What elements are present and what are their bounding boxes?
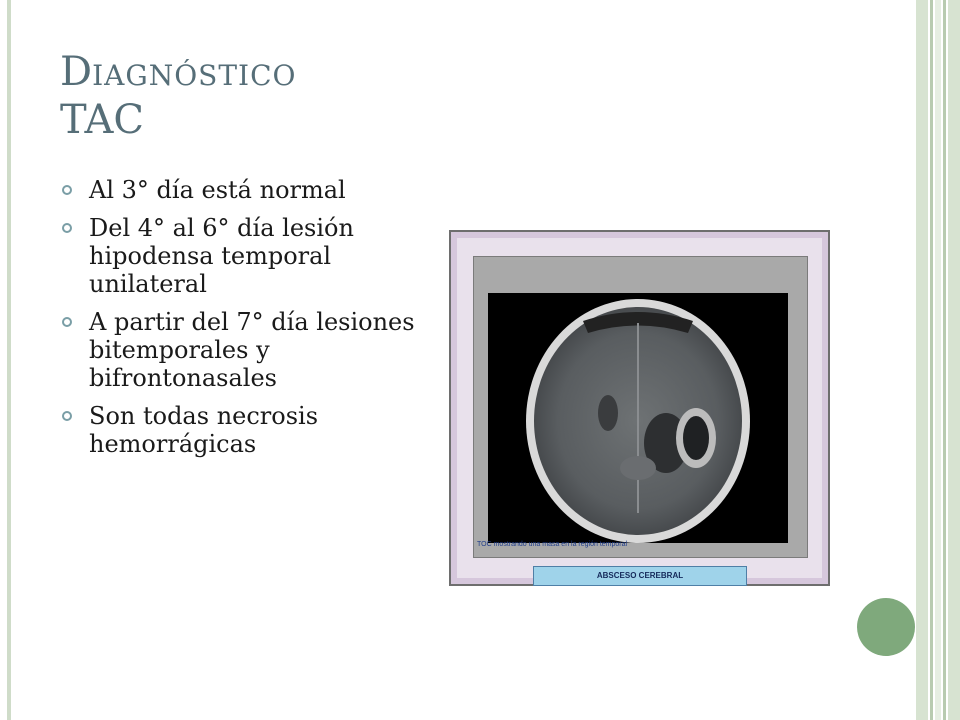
title-initial: D <box>60 49 93 95</box>
bullet-icon <box>62 317 72 327</box>
ct-caption: TOC mostrando una masa en la región temporal <box>477 541 628 548</box>
bullet-item <box>60 402 420 458</box>
decorative-circle <box>857 598 915 656</box>
bullet-text: Son todas necrosis hemorrágicas <box>89 402 319 458</box>
ct-label: ABSCESO CEREBRAL <box>533 566 747 586</box>
ct-panel <box>473 256 808 558</box>
bullet-list <box>60 176 420 468</box>
bullet-item <box>60 308 420 392</box>
bullet-text: Del 4° al 6° día lesión hipodensa temporal unilateral <box>89 214 354 298</box>
right-band-decoration <box>948 0 960 720</box>
ct-scan-image <box>488 293 788 543</box>
right-band-decoration <box>930 0 933 720</box>
bullet-text: Al 3° día está normal <box>89 176 346 204</box>
title-line2: TAC <box>60 97 144 143</box>
bullet-item <box>60 214 420 298</box>
bullet-icon <box>62 411 72 421</box>
right-band-decoration <box>916 0 928 720</box>
bullet-text: A partir del 7° día lesiones bitemporales y bifrontonasales <box>89 308 415 392</box>
right-band-decoration <box>935 0 941 720</box>
right-band-decoration <box>943 0 946 720</box>
bullet-icon <box>62 223 72 233</box>
ct-figure <box>449 230 830 586</box>
title-rest: IAGNÓSTICO <box>92 59 297 92</box>
left-border-decoration <box>7 0 11 720</box>
bullet-icon <box>62 185 72 195</box>
slide-title <box>60 50 480 142</box>
bullet-item <box>60 176 420 204</box>
